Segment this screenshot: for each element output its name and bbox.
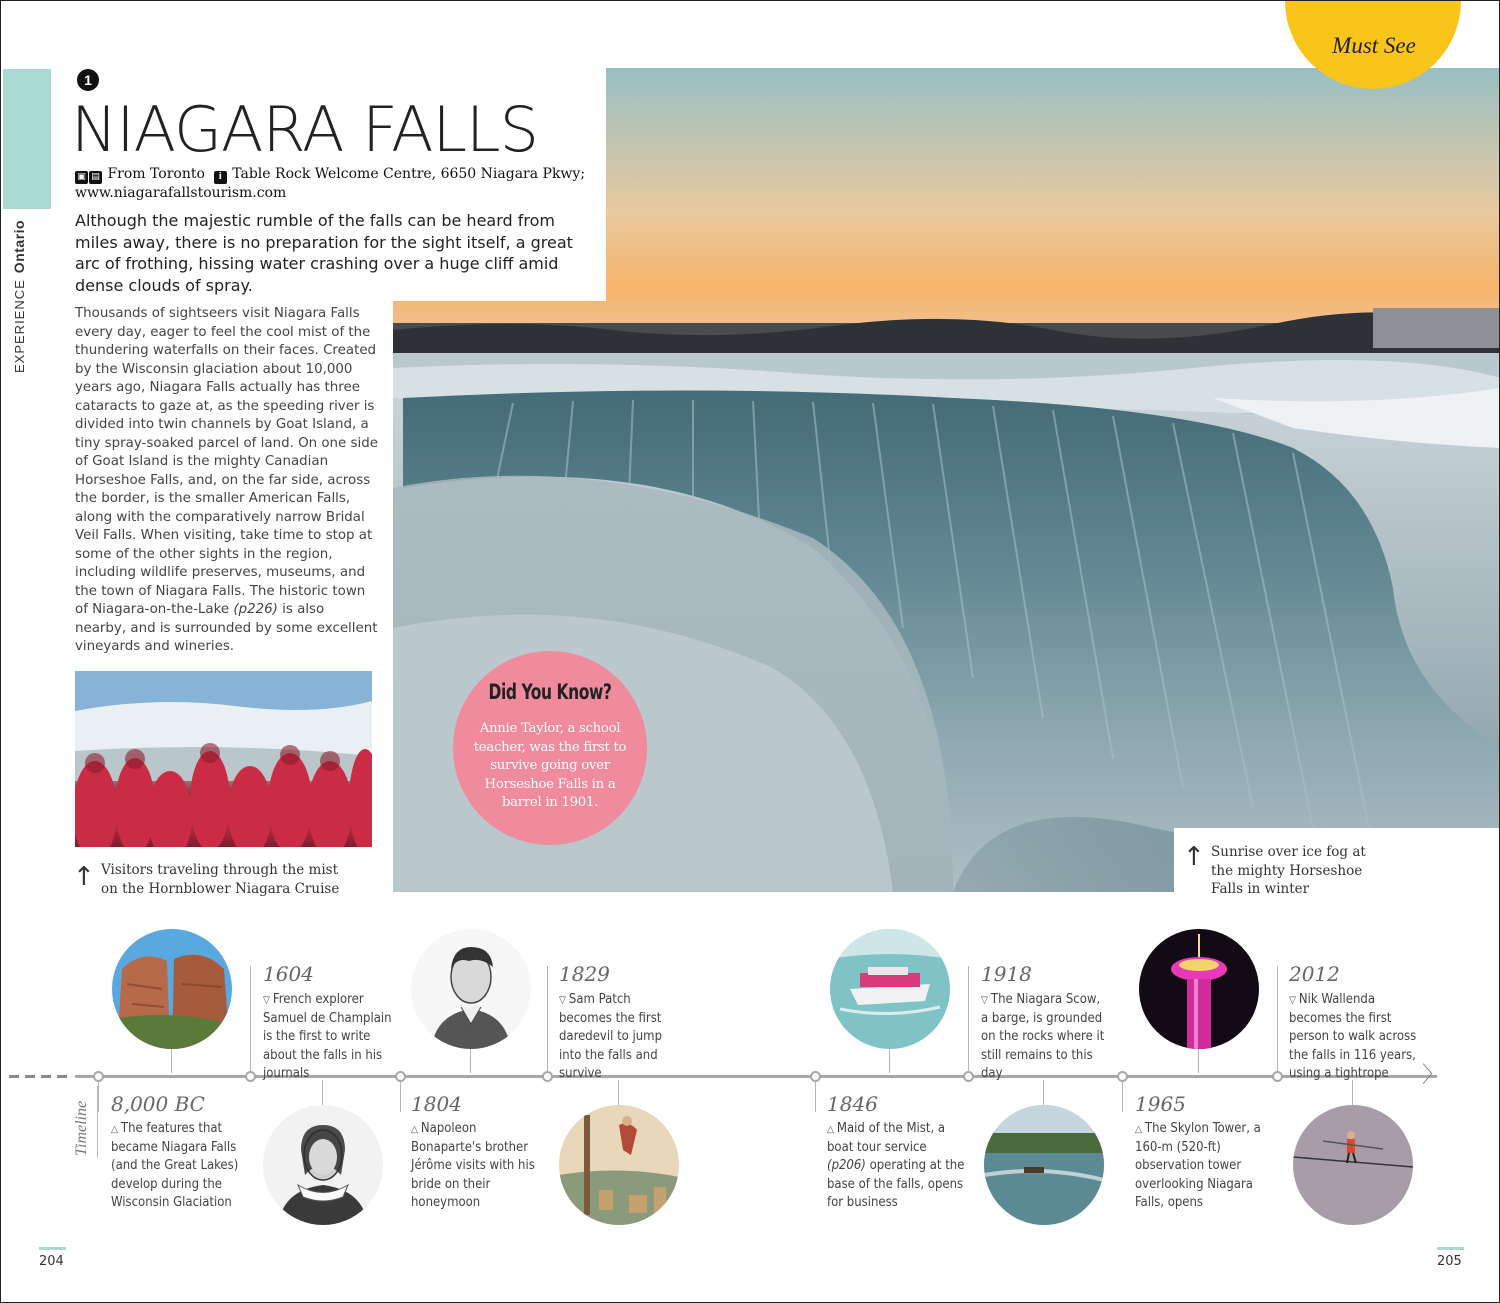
sam-patch-jump-image bbox=[559, 1105, 679, 1225]
page-reference[interactable]: (p206) bbox=[827, 1158, 866, 1174]
small-photo-caption bbox=[101, 861, 361, 898]
timeline-dot bbox=[1117, 1071, 1128, 1082]
event-text: French explorer Samuel de Champlain is the first to write about the falls in his journals bbox=[263, 992, 392, 1081]
event-text: Napoleon Bonaparte's brother Jérôme visits with his bride on their honeymoon bbox=[411, 1121, 535, 1210]
hornblower-cruise-photo bbox=[75, 671, 372, 847]
hero-caption-line2: the mighty Horseshoe bbox=[1211, 862, 1363, 879]
timeline-tick bbox=[815, 1082, 816, 1112]
image-connector bbox=[889, 1049, 890, 1073]
page-title: NIAGARA FALLS bbox=[71, 93, 538, 166]
page-number-rule bbox=[1437, 1247, 1464, 1250]
event-text: Nik Wallenda becomes the first person to walk across the falls in 116 years, using a tightrope bbox=[1289, 992, 1417, 1081]
timeline-tick bbox=[547, 966, 548, 1072]
website-link[interactable]: www.niagarafallstourism.com bbox=[75, 185, 287, 201]
visitor-centre-info: Table Rock Welcome Centre, 6650 Niagara Pkwy; bbox=[232, 166, 586, 182]
practical-info bbox=[75, 165, 595, 202]
wallenda-tightrope-image bbox=[1293, 1105, 1413, 1225]
info-icon: i bbox=[214, 171, 227, 184]
event-text: The features that became Niagara Falls (and the Great Lakes) develop during the Wisconsin Glaciation bbox=[111, 1121, 239, 1210]
timeline-dot bbox=[542, 1071, 553, 1082]
section-name: EXPERIENCE bbox=[12, 279, 27, 373]
event-description bbox=[111, 1120, 241, 1212]
timeline-label: Timeline bbox=[73, 1100, 90, 1156]
event-description bbox=[1289, 991, 1421, 1083]
timeline-dot bbox=[810, 1071, 821, 1082]
did-you-know-text: Annie Taylor, a school teacher, was the first to survive going over Horseshoe Falls in a barrel in 1901. bbox=[473, 721, 627, 810]
timeline-dot bbox=[395, 1071, 406, 1082]
event-year: 1829 bbox=[559, 962, 610, 986]
timeline-dot bbox=[963, 1071, 974, 1082]
small-photo-caption-line2: on the Hornblower Niagara Cruise bbox=[101, 880, 340, 897]
region-name: Ontario bbox=[11, 219, 27, 274]
event-description bbox=[263, 991, 393, 1083]
did-you-know-title: Did You Know? bbox=[488, 680, 612, 704]
niagara-scow-image bbox=[984, 1105, 1104, 1225]
entry-number-badge: 1 bbox=[77, 69, 99, 91]
triangle-up-icon: △ bbox=[411, 1124, 418, 1135]
caption-arrow-icon: ↑ bbox=[73, 862, 95, 892]
intro-paragraph: Although the majestic rumble of the falls can be heard from miles away, there is no preparation for the sight itself, a great arc of frothing, hissing water crashing over a huge cliff amid dense clouds of spray. bbox=[75, 211, 573, 295]
section-label bbox=[11, 219, 41, 373]
timeline-dot bbox=[1272, 1071, 1283, 1082]
timeline-dot bbox=[93, 1071, 104, 1082]
event-text: The Skylon Tower, a 160-m (520-ft) observation tower overlooking Niagara Falls, opens bbox=[1135, 1121, 1261, 1210]
event-description bbox=[827, 1120, 967, 1212]
triangle-down-icon: ▽ bbox=[1289, 995, 1296, 1006]
caption-arrow-icon: ↑ bbox=[1183, 842, 1205, 872]
image-connector bbox=[618, 1080, 619, 1106]
maid-of-the-mist-image bbox=[830, 929, 950, 1049]
triangle-down-icon: ▽ bbox=[981, 995, 988, 1006]
triangle-down-icon: ▽ bbox=[559, 995, 566, 1006]
event-year: 1804 bbox=[411, 1092, 462, 1116]
timeline-tick bbox=[98, 1082, 99, 1112]
image-connector bbox=[470, 1049, 471, 1073]
page-number-left: 204 bbox=[39, 1254, 64, 1269]
image-connector bbox=[171, 1049, 172, 1073]
hero-caption-line1: Sunrise over ice fog at bbox=[1211, 844, 1366, 860]
train-icon: ▤ bbox=[89, 171, 102, 184]
event-text: operating at the base of the falls, opens for business bbox=[827, 1158, 965, 1210]
body-paragraph bbox=[75, 305, 379, 657]
timeline-tick bbox=[250, 966, 251, 1072]
triangle-up-icon: △ bbox=[827, 1124, 834, 1135]
champlain-portrait bbox=[263, 1105, 383, 1225]
body-text-main: Thousands of sightseers visit Niagara Falls every day, eager to feel the cool mist of the thundering waterfalls on their faces. Created by the Wisconsin glaciation about 10,000 years ago, Niagara Falls actually has three cataracts to gaze at, as the speeding river is divided into twin channels by Goat Island, a tiny spray-soaked parcel of land. On one side of Goat Island is the mighty Canadian Horseshoe Falls, and, on the far side, across the border, is the smaller American Falls, along with the comparatively narrow Bridal Veil Falls. When visiting, take time to stop at some of the other sights in the region, including wildlife preserves, museums, and the town of Niagara Falls. The historic town of Niagara-on-the-Lake bbox=[75, 306, 378, 617]
event-text: Maid of the Mist, a boat tour service bbox=[827, 1121, 946, 1156]
triangle-down-icon: ▽ bbox=[263, 995, 270, 1006]
image-connector bbox=[1352, 1080, 1353, 1106]
page-number-right: 205 bbox=[1437, 1254, 1462, 1269]
timeline-tick bbox=[968, 966, 969, 1072]
bus-icon: ▣ bbox=[75, 171, 88, 184]
triangle-up-icon: △ bbox=[1135, 1124, 1142, 1135]
event-year: 1846 bbox=[827, 1092, 878, 1116]
event-year: 1918 bbox=[981, 962, 1032, 986]
image-connector bbox=[1043, 1080, 1044, 1106]
triangle-up-icon: △ bbox=[111, 1124, 118, 1135]
event-year: 2012 bbox=[1289, 962, 1340, 986]
event-description bbox=[411, 1120, 541, 1212]
jerome-bonaparte-portrait bbox=[411, 929, 531, 1049]
timeline-arrow-icon: 〉 bbox=[1422, 1063, 1445, 1088]
page-number-rule bbox=[39, 1247, 66, 1250]
event-year: 1965 bbox=[1135, 1092, 1186, 1116]
image-connector bbox=[322, 1080, 323, 1106]
timeline-tick bbox=[1122, 1082, 1123, 1112]
event-text: Sam Patch becomes the first daredevil to jump into the falls and survive bbox=[559, 992, 663, 1081]
body-text-end: is also nearby, and is surrounded by some excellent vineyards and wineries. bbox=[75, 602, 378, 654]
timeline-dot bbox=[245, 1071, 256, 1082]
small-photo-caption-line1: Visitors traveling through the mist bbox=[101, 862, 339, 878]
event-description bbox=[1135, 1120, 1265, 1212]
event-description bbox=[559, 991, 683, 1083]
event-year: 1604 bbox=[263, 962, 314, 986]
event-text: The Niagara Scow, a barge, is grounded on the rocks where it still remains to this day bbox=[981, 992, 1105, 1081]
page-reference[interactable]: (p226) bbox=[233, 602, 278, 617]
timeline-dash bbox=[9, 1075, 73, 1078]
event-year: 8,000 BC bbox=[111, 1092, 205, 1116]
event-description bbox=[981, 991, 1109, 1083]
must-see-label: Must See bbox=[1332, 33, 1416, 58]
hero-caption-line3: Falls in winter bbox=[1211, 881, 1310, 897]
section-tab bbox=[3, 69, 51, 209]
timeline-tick bbox=[400, 1082, 401, 1112]
skylon-tower-image bbox=[1139, 929, 1259, 1049]
transport-info: From Toronto bbox=[107, 166, 205, 182]
hero-caption bbox=[1211, 843, 1391, 899]
timeline-tick bbox=[1277, 966, 1278, 1072]
rock-formation-image bbox=[112, 929, 232, 1049]
image-connector bbox=[1198, 1049, 1199, 1073]
